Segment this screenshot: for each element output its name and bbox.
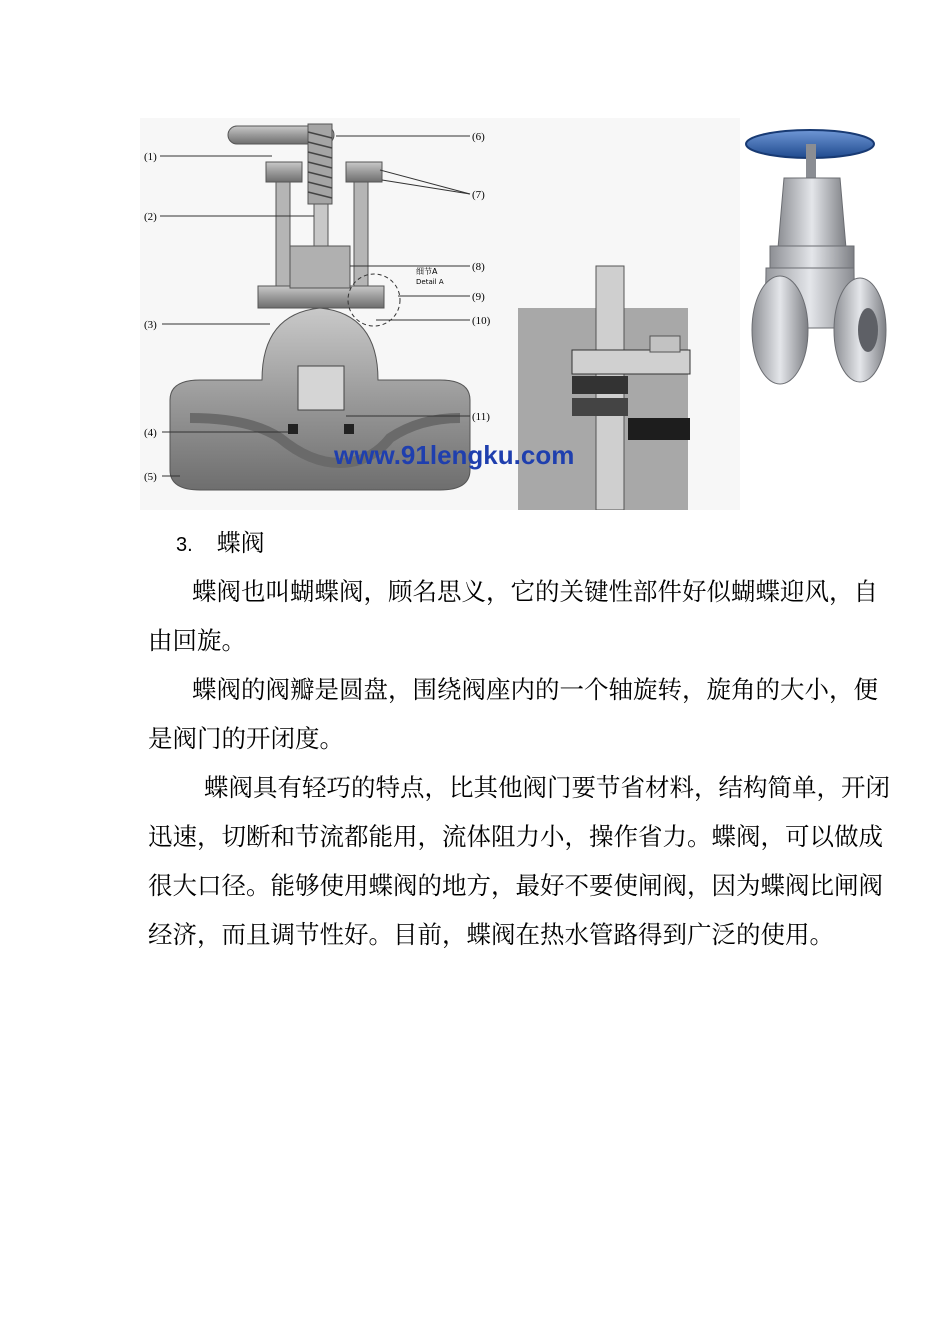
valve-disc xyxy=(298,366,344,410)
yoke-nut-left xyxy=(266,162,302,182)
photo-bore xyxy=(858,308,878,352)
detail-packing-1 xyxy=(572,376,628,394)
watermark-text: www.91lengku.com xyxy=(334,440,575,470)
paragraph-3: 蝶阀具有轻巧的特点，比其他阀门要节省材料，结构简单，开闭迅速，切断和节流都能用，流体阻力小，操作省力。蝶阀，可以做成很大口径。能够使用蝶阀的地方，最好不要使闸阀，因为蝶阀比闸阀经济，而且调节性好。目前，蝶阀在热水管路得到广泛的使用。 xyxy=(148,773,890,949)
seat-right xyxy=(344,424,354,434)
photo-stem xyxy=(806,144,816,180)
photo-flange-left xyxy=(752,276,808,384)
callout-11: (11) xyxy=(472,411,490,423)
callout-9: (9) xyxy=(472,291,485,303)
valve-figure xyxy=(140,118,900,510)
detail-packing-2 xyxy=(572,398,628,416)
detail-seal xyxy=(628,418,690,440)
detail-label-cn: 细节A xyxy=(416,267,438,276)
paragraph-2: 蝶阀的阀瓣是圆盘，围绕阀座内的一个轴旋转，旋角的大小，便是阀门的开闭度。 xyxy=(148,675,878,753)
callout-1: (1) xyxy=(144,151,157,163)
detail-label-en: Detail A xyxy=(416,278,444,286)
section-number: 3. xyxy=(176,534,193,556)
section-heading xyxy=(176,525,265,563)
detail-nut xyxy=(650,336,680,352)
callout-6: (6) xyxy=(472,131,485,143)
callout-10: (10) xyxy=(472,315,491,327)
callout-8: (8) xyxy=(472,261,485,273)
gland xyxy=(290,246,350,288)
valve-photo xyxy=(746,130,886,384)
bonnet-flange xyxy=(258,286,384,308)
callout-7: (7) xyxy=(472,189,485,201)
photo-bonnet xyxy=(778,178,846,248)
photo-bonnet-flange xyxy=(770,246,854,268)
paragraph-1: 蝶阀也叫蝴蝶阀，顾名思义，它的关键性部件好似蝴蝶迎风，自由回旋。 xyxy=(148,577,878,655)
callout-2: (2) xyxy=(144,211,157,223)
section-title: 蝶阀 xyxy=(216,529,265,557)
detail-gland xyxy=(572,350,690,374)
valve-illustration xyxy=(140,118,900,510)
callout-3: (3) xyxy=(144,319,157,331)
yoke-post-left xyxy=(276,182,290,292)
spring xyxy=(308,124,332,204)
yoke-nut-right xyxy=(346,162,382,182)
seat-left xyxy=(288,424,298,434)
callout-5: (5) xyxy=(144,471,157,483)
callout-4: (4) xyxy=(144,427,157,439)
